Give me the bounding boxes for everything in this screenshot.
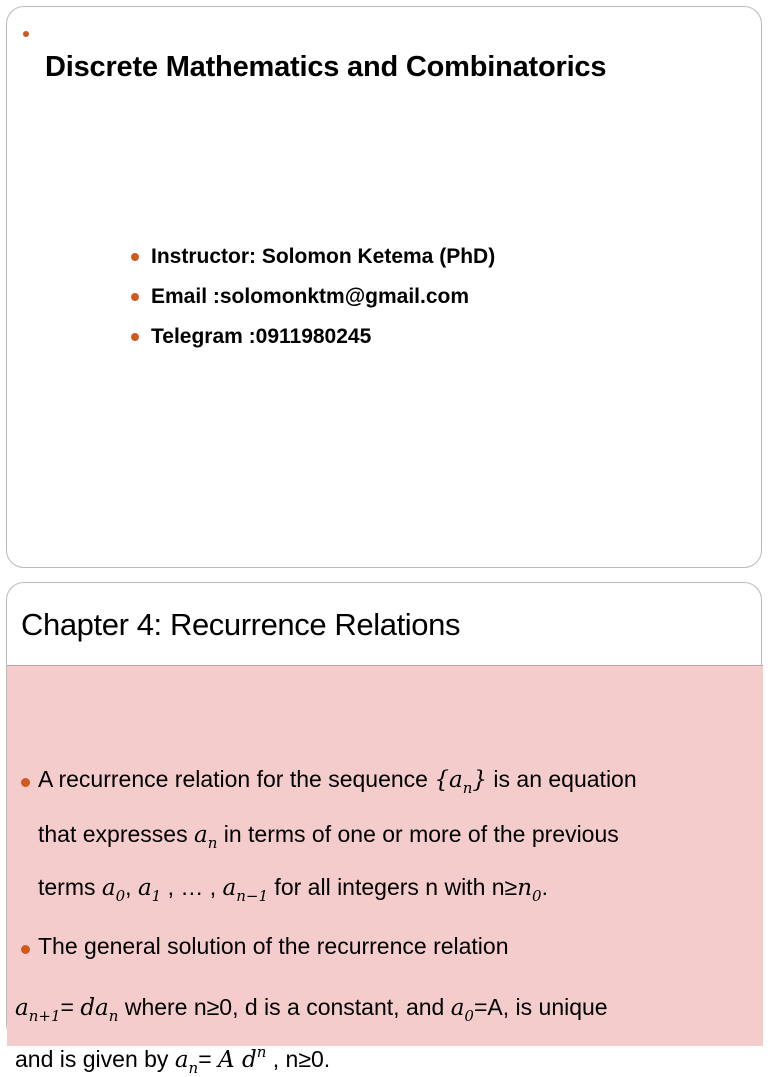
- slide-1-title: Discrete Mathematics and Combinatorics: [45, 51, 607, 83]
- bullet-icon: [21, 778, 30, 787]
- telegram-item: Telegram :0911980245: [131, 317, 495, 357]
- equation-line: $a_{n+1}= da_n$ where n≥0, d is a constant, and $a_0=A$, is unique: [15, 994, 608, 1025]
- instructor-info-list: [131, 237, 495, 357]
- chapter-title: Chapter 4: Recurrence Relations: [21, 607, 461, 642]
- slide-2-body: [7, 665, 763, 1077]
- bullet-1-line-2: that expresses $a_n$ in terms of one or more of the previous: [38, 821, 619, 852]
- solution-line: and is given by $a_n= A$ $d^n$ , n≥0.: [15, 1043, 331, 1077]
- bullet-1-line-3: terms $a_0$, $a_1$ , … , $a_{n-1}$ for all integers n with $n\ge n_0$.: [38, 874, 548, 905]
- bullet-icon: [21, 945, 30, 954]
- slide-1: [6, 6, 762, 568]
- slide-2: [6, 582, 762, 1077]
- bullet-icon: [23, 31, 29, 37]
- email-item: Email :solomonktm@gmail.com: [131, 277, 495, 317]
- bullet-2-line-1: The general solution of the recurrence relation: [38, 933, 509, 959]
- instructor-item: Instructor: Solomon Ketema (PhD): [131, 237, 495, 277]
- bullet-1-line-1: A recurrence relation for the sequence $\{a_n\}$ is an equation: [38, 766, 637, 797]
